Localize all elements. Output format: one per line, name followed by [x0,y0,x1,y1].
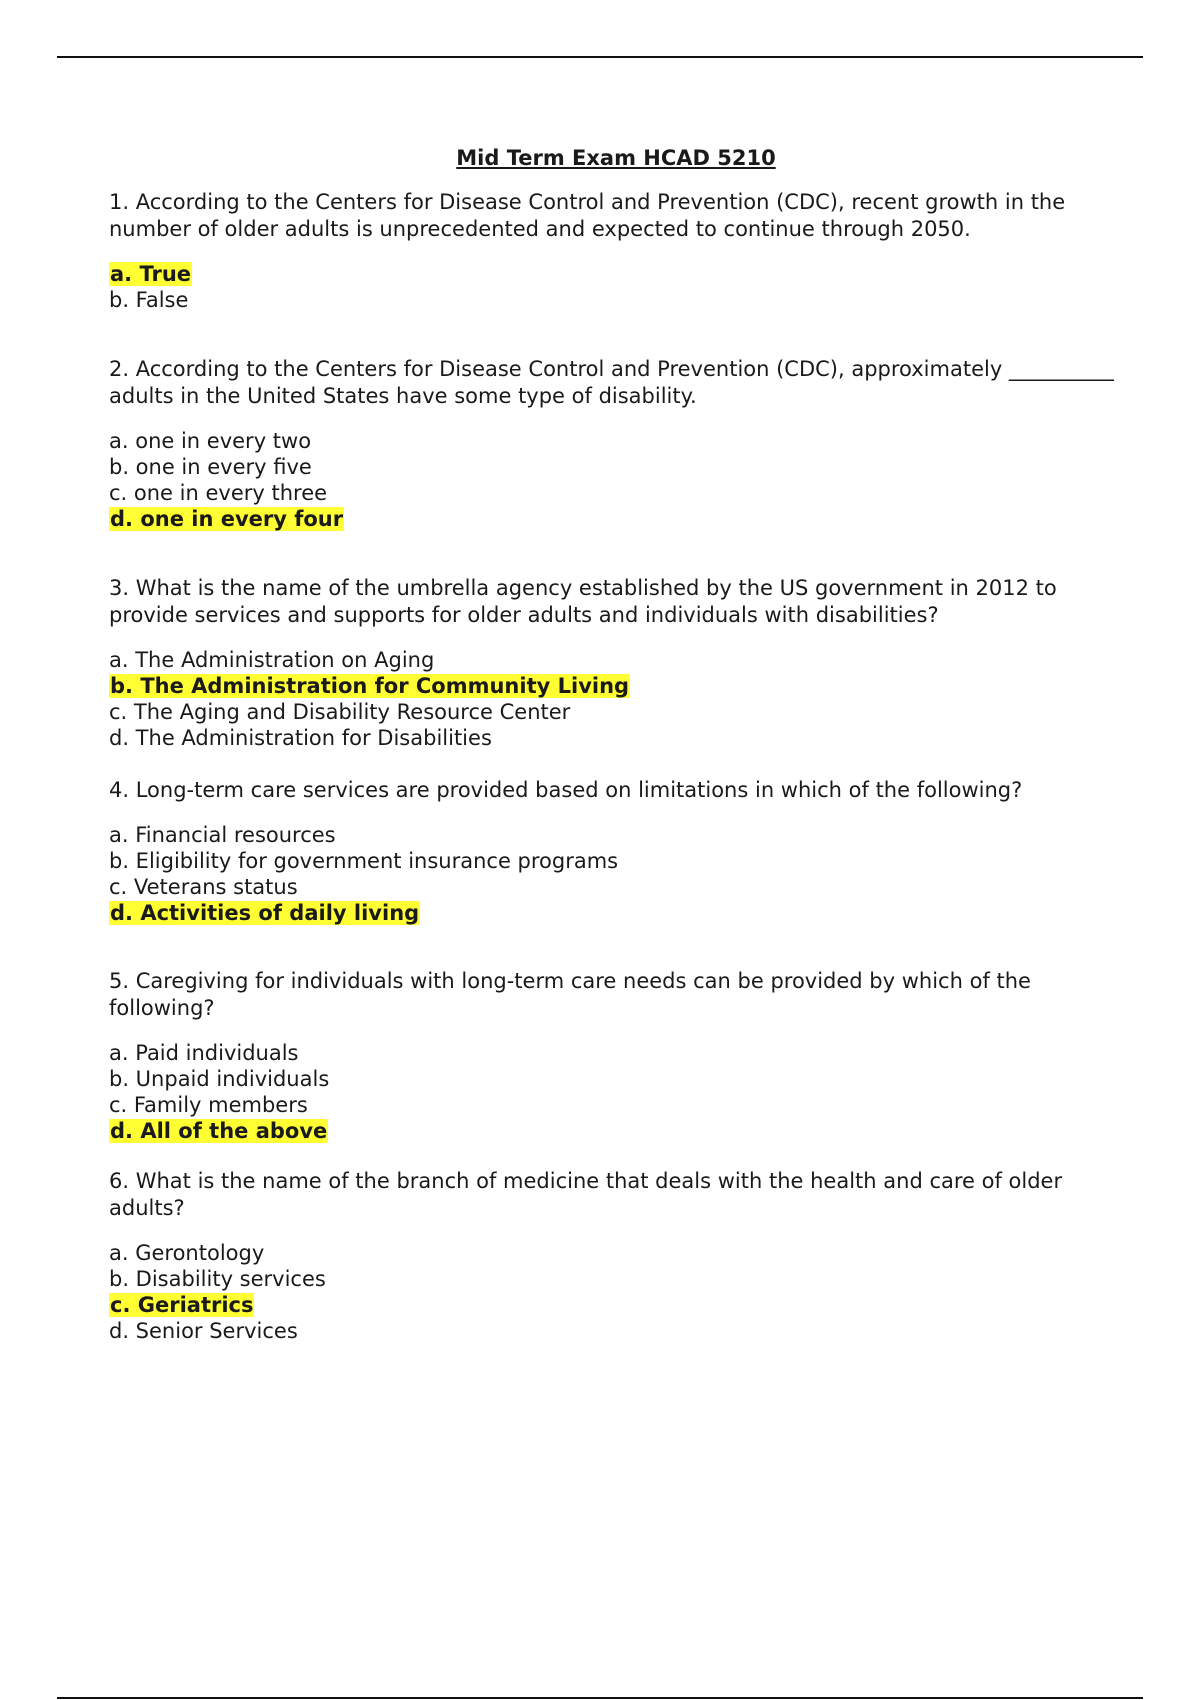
footer-rule [57,1697,1143,1699]
answer-options [109,428,1139,532]
header-rule [57,56,1143,58]
answer-option-correct: c. Geriatrics [110,1293,254,1317]
answer-option-correct: b. The Administration for Community Living [110,674,630,698]
answer-option: c. The Aging and Disability Resource Center [109,700,571,724]
answer-option: a. one in every two [109,429,312,453]
answer-option: d. The Administration for Disabilities [109,726,492,750]
answer-option: b. Disability services [109,1267,326,1291]
question-text: 1. According to the Centers for Disease Control and Prevention (CDC), recent growth in the number of older adults is unprecedented and expected to continue through 2050. [109,190,1066,241]
answer-option: a. Gerontology [109,1241,265,1265]
answer-option: b. Eligibility for government insurance programs [109,849,619,873]
answer-option: b. False [109,288,189,312]
answer-option: a. The Administration on Aging [109,648,435,672]
answer-option: c. one in every three [109,481,328,505]
answer-option-correct: a. True [110,262,192,286]
question-4 [109,777,1139,926]
page-title: Mid Term Exam HCAD 5210 [456,146,776,170]
question-1 [109,189,1139,313]
answer-options [109,261,1139,313]
answer-option-correct: d. one in every four [110,507,344,531]
question-3 [109,575,1139,751]
answer-options [109,1240,1139,1344]
question-5 [109,968,1139,1144]
question-text: 5. Caregiving for individuals with long-term care needs can be provided by which of the following? [109,969,1031,1020]
question-text: 3. What is the name of the umbrella agency established by the US government in 2012 to provide services and supports for older adults and individuals with disabilities? [109,576,1057,627]
question-text: 4. Long-term care services are provided based on limitations in which of the following? [109,778,1023,802]
answer-option: a. Paid individuals [109,1041,299,1065]
answer-options [109,647,1139,751]
answer-option: c. Family members [109,1093,308,1117]
answer-option: b. one in every five [109,455,312,479]
question-6 [109,1168,1139,1344]
answer-option-correct: d. All of the above [110,1119,328,1143]
answer-option: c. Veterans status [109,875,298,899]
question-text: 2. According to the Centers for Disease Control and Prevention (CDC), approximately __________ adults in the United States have some type of disability. [109,357,1114,408]
question-text: 6. What is the name of the branch of medicine that deals with the health and care of older adults? [109,1169,1063,1220]
answer-options [109,1040,1139,1144]
question-2 [109,356,1139,532]
answer-option-correct: d. Activities of daily living [110,901,420,925]
answer-option: a. Financial resources [109,823,336,847]
answer-option: d. Senior Services [109,1319,298,1343]
answer-option: b. Unpaid individuals [109,1067,330,1091]
answer-options [109,822,1139,926]
